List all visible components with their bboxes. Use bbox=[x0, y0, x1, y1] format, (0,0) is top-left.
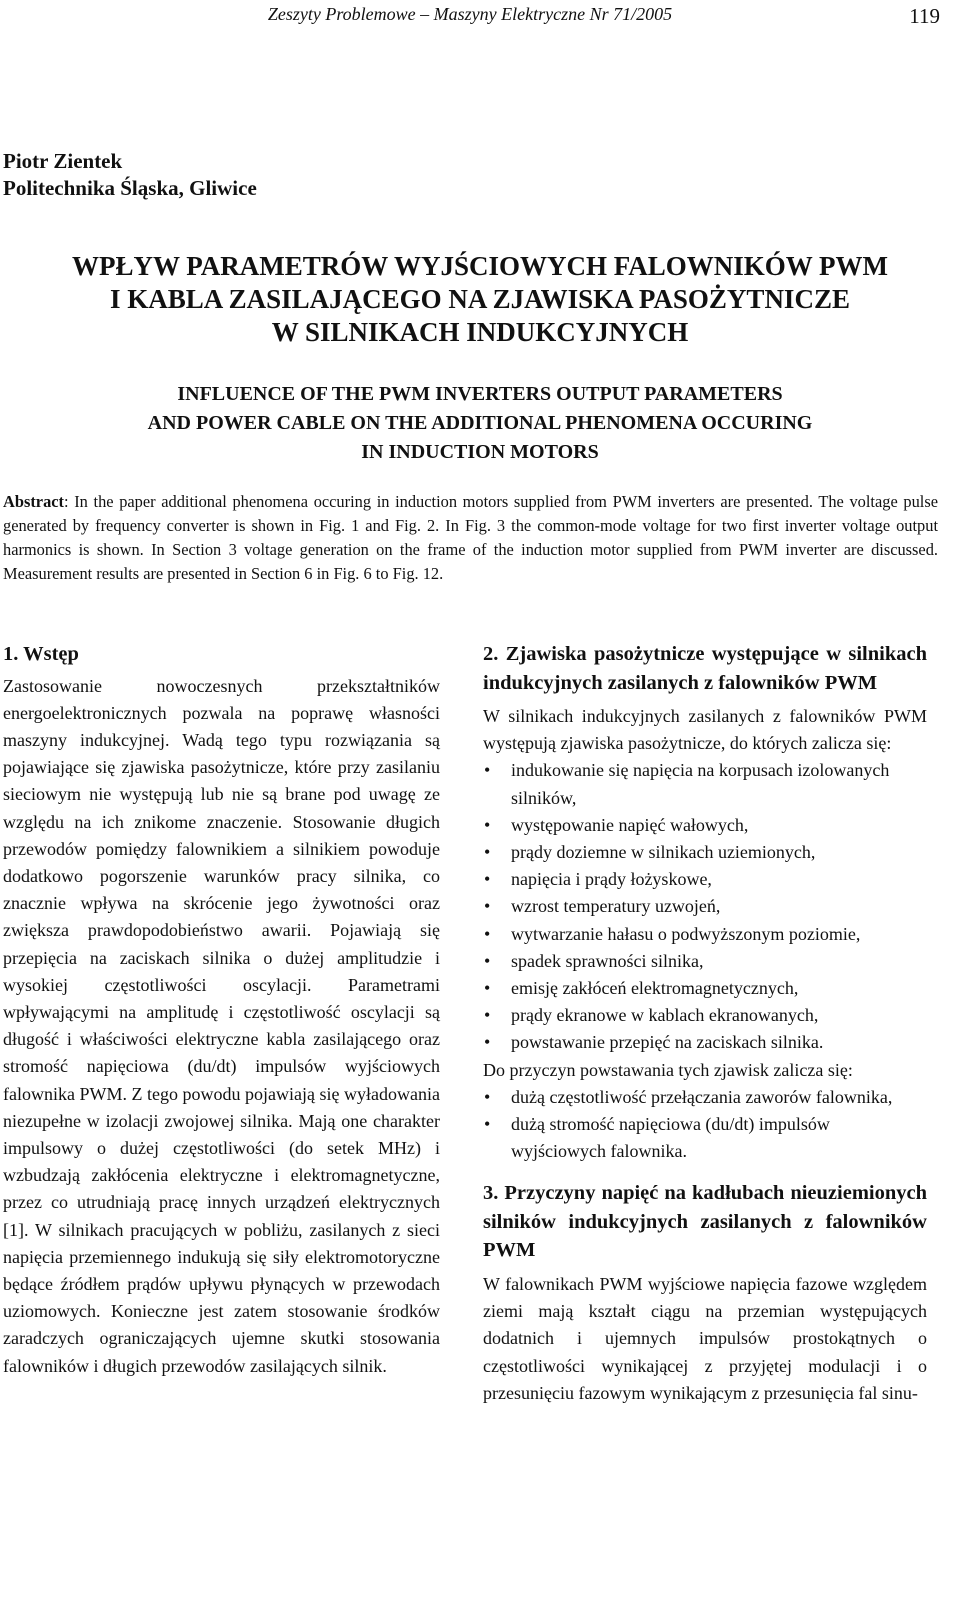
bullet-icon: • bbox=[484, 978, 491, 999]
title-english bbox=[0, 380, 960, 467]
section-2-intro: W silnikach indukcyjnych zasilanych z falowników PWM występują zjawiska pasożytnicze, do których zalicza się: bbox=[483, 706, 927, 754]
section-1-text: Zastosowanie nowoczesnych przekształtników energoelektronicznych pozwala na poprawę własności maszyny indukcyjnej. Wadą tego typu rozwiązania są pojawiające się zjawiska pasożytnicze, które przy zasilaniu sieciowym nie występują lub nie są brane pod uwagę ze względu na ich znikome znaczenie. Stosowanie długich przewodów pomiędzy falownikiem a silnikiem powoduje dodatkowo pogorszenie warunków pracy silnika, co znacznie wpływa na skrócenie jego żywotności oraz zwiększa prawdopodobieństwo awarii. Pojawiają się przepięcia na zaciskach silnika o dużej amplitudzie i wysokiej częstotliwości oscylacji. Parametrami wpływającymi na amplitudę i częstotliwość oscylacji są długość i właściwości elektryczne kabla zasilającego oraz stromość napięciowa (du/dt) impulsów wyjściowych falownika PWM. Z tego powodu pojawiają się wyładowania niezupełne w izolacji zwojowej silnika. Mają one charakter impulsowy o dużej częstotliwości (do setek MHz) i wzbudzają zakłócenia elektryczne i elektromagnetyczne, przez co utrudniają pracę innych urządzeń elektrycznych [1]. W silnikach pracujących w pobliżu, zasilanych z sieci napięcia przemiennego indukują się siły elektromotoryczne będące źródłem prądów upływu płynących w przewodach uziomowych. Konieczne jest zatem stosowanie środków zaradczych ograniczających ujemne skutki stosowania falowników i długich przewodów zasilających silnik. bbox=[3, 675, 440, 1376]
abstract bbox=[3, 490, 938, 586]
bullet-icon: • bbox=[484, 896, 491, 917]
list-item: • prądy doziemne w silnikach uziemionych, bbox=[483, 839, 927, 866]
bullet-icon: • bbox=[484, 1114, 491, 1135]
title-polish-line: W SILNIKACH INDUKCYJNYCH bbox=[271, 317, 689, 347]
section-2-heading: 2. Zjawiska pasożytnicze występujące w silnikach indukcyjnych zasilanych z falowników PWM bbox=[483, 643, 927, 694]
author-affiliation: Politechnika Śląska, Gliwice bbox=[3, 176, 257, 200]
bullet-icon: • bbox=[484, 869, 491, 890]
list-item: • prądy ekranowe w kablach ekranowanych, bbox=[483, 1002, 927, 1029]
author-name: Piotr Zientek bbox=[3, 149, 123, 173]
title-english-line: INFLUENCE OF THE PWM INVERTERS OUTPUT PARAMETERS bbox=[177, 383, 783, 405]
causes-list bbox=[483, 1084, 927, 1166]
title-polish bbox=[0, 250, 960, 349]
list-item: • spadek sprawności silnika, bbox=[483, 948, 927, 975]
list-item: • wytwarzanie hałasu o podwyższonym poziomie, bbox=[483, 921, 927, 948]
section-1-heading: 1. Wstęp bbox=[3, 643, 79, 665]
bullet-icon: • bbox=[484, 814, 491, 835]
list-item: • indukowanie się napięcia na korpusach izolowanych silników, bbox=[483, 757, 927, 811]
phenomena-list bbox=[483, 757, 927, 1056]
title-polish-line: I KABLA ZASILAJĄCEGO NA ZJAWISKA PASOŻYTNICZE bbox=[110, 284, 850, 314]
abstract-label: Abstract bbox=[3, 492, 64, 511]
list-item: • dużą stromość napięciowa (du/dt) impulsów wyjściowych falownika. bbox=[483, 1111, 927, 1165]
journal-name: Zeszyty Problemowe – Maszyny Elektryczne Nr 71/2005 bbox=[267, 4, 673, 24]
author-block bbox=[3, 148, 257, 202]
list-item: • dużą częstotliwość przełączania zaworów falownika, bbox=[483, 1084, 927, 1111]
right-column bbox=[483, 640, 927, 1407]
left-column bbox=[3, 640, 440, 1380]
title-polish-line: WPŁYW PARAMETRÓW WYJŚCIOWYCH FALOWNIKÓW PWM bbox=[71, 251, 889, 281]
causes-intro: Do przyczyn powstawania tych zjawisk zalicza się: bbox=[483, 1059, 853, 1080]
bullet-icon: • bbox=[484, 1005, 491, 1026]
list-item: • wzrost temperatury uzwojeń, bbox=[483, 893, 927, 920]
title-english-line: AND POWER CABLE ON THE ADDITIONAL PHENOMENA OCCURING bbox=[147, 412, 813, 434]
bullet-icon: • bbox=[484, 842, 491, 863]
title-english-line: IN INDUCTION MOTORS bbox=[361, 441, 599, 463]
list-item: • emisję zakłóceń elektromagnetycznych, bbox=[483, 975, 927, 1002]
bullet-icon: • bbox=[484, 1086, 491, 1107]
section-3-text: W falownikach PWM wyjściowe napięcia fazowe względem ziemi mają kształt ciągu na przemian występujących dodatnich i ujemnych impulsów prostokątnych o częstotliwości wynikającej z przyjętej modulacji i o przesunięciu fazowym wynikającym z przesunięcia fal sinu- bbox=[483, 1273, 927, 1403]
list-item: • występowanie napięć wałowych, bbox=[483, 812, 927, 839]
page-number: 119 bbox=[909, 4, 940, 28]
section-3-heading: 3. Przyczyny napięć na kadłubach nieuziemionych silników indukcyjnych zasilanych z falowników PWM bbox=[483, 1182, 927, 1262]
bullet-icon: • bbox=[484, 760, 491, 781]
abstract-text: : In the paper additional phenomena occuring in induction motors supplied from PWM inverters are presented. The voltage pulse generated by frequency converter is shown in Fig. 1 and Fig. 2. In Fig. 3 the common-mode voltage for two first inverter voltage output harmonics is shown. In Section 3 voltage generation on the frame of the induction motor supplied from PWM inverter are discussed. Measurement results are presented in Section 6 in Fig. 6 to Fig. 12. bbox=[3, 492, 938, 583]
bullet-icon: • bbox=[484, 950, 491, 971]
list-item: • napięcia i prądy łożyskowe, bbox=[483, 866, 927, 893]
running-header bbox=[0, 4, 940, 34]
bullet-icon: • bbox=[484, 923, 491, 944]
list-item: • powstawanie przepięć na zaciskach silnika. bbox=[483, 1029, 927, 1056]
bullet-icon: • bbox=[484, 1032, 491, 1053]
